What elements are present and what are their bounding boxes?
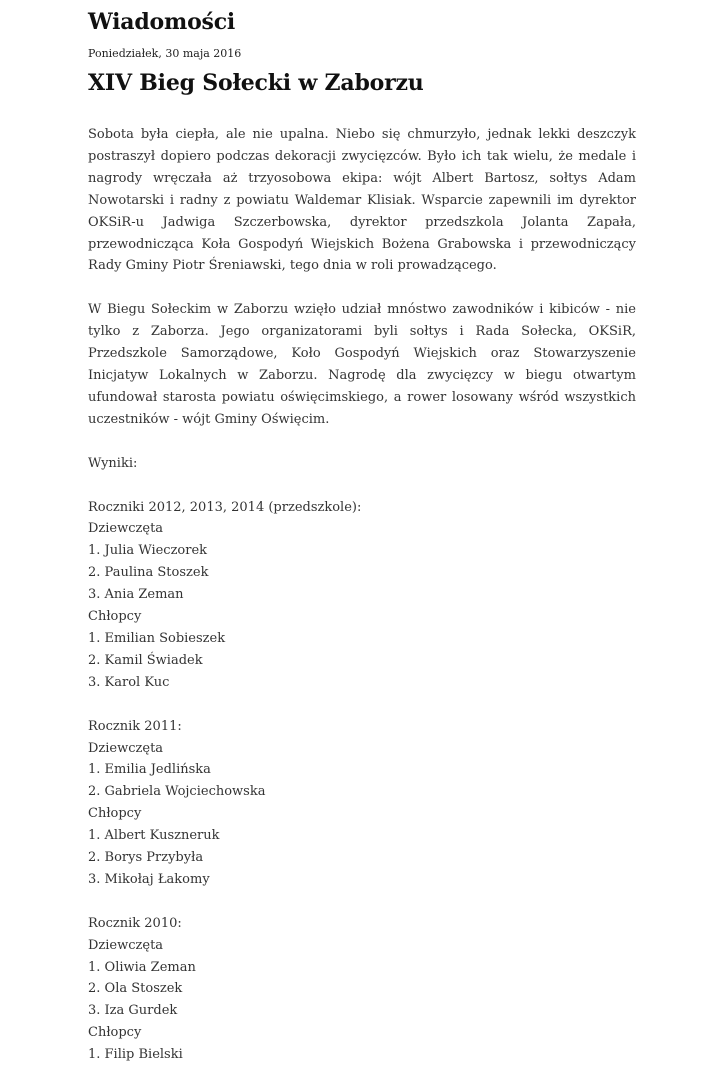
girls-label: Dziewczęta — [88, 521, 164, 537]
results-group — [88, 913, 636, 1066]
spacer — [88, 694, 636, 716]
list-item: 1. Emilian Sobieszek — [88, 631, 226, 647]
list-item: 1. Oliwia Zeman — [88, 959, 196, 975]
site-title[interactable]: Wiadomości — [88, 9, 236, 35]
post-content — [88, 124, 636, 1066]
paragraph-2: W Biegu Sołeckim w Zaborzu wzięło udział mnóstwo zawodników i kibiców - nie tylko z Zaborza. Jego organizatorami byli sołtys i Rada Sołecka, OKSiR, Przedszkole Samorządowe, Koło Gospodyń Wiejskich oraz Stowarzyszenie Inicjatyw Lokalnych w Zaborzu. Nagrodę dla zwycięzcy w biegu otwartym ufundował starosta powiatu oświęcimskiego, a rower losowany wśród wszystkich uczestników - wójt Gminy Oświęcim. — [88, 302, 636, 427]
list-item: 1. Albert Kuszneruk — [88, 828, 220, 844]
boys-label: Chłopcy — [88, 806, 142, 822]
list-item: 3. Karol Kuc — [88, 674, 170, 690]
boys-label: Chłopcy — [88, 1025, 142, 1041]
results-group — [88, 716, 636, 891]
spacer — [88, 891, 636, 913]
list-item: 1. Julia Wieczorek — [88, 543, 208, 559]
list-item: 2. Kamil Świadek — [88, 652, 203, 668]
post-date: Poniedziałek, 30 maja 2016 — [88, 47, 242, 60]
list-item: 2. Paulina Stoszek — [88, 565, 209, 581]
list-item: 2. Ola Stoszek — [88, 981, 183, 997]
group-heading: Rocznik 2010: — [88, 915, 182, 931]
list-item: 1. Filip Bielski — [88, 1047, 183, 1063]
results-group — [88, 497, 636, 694]
girls-label: Dziewczęta — [88, 740, 164, 756]
list-item: 2. Gabriela Wojciechowska — [88, 784, 266, 800]
list-item: 3. Mikołaj Łakomy — [88, 871, 210, 887]
list-item: 3. Ania Zeman — [88, 587, 184, 603]
list-item: 2. Borys Przybyła — [88, 850, 204, 866]
group-heading: Rocznik 2011: — [88, 718, 182, 734]
girls-label: Dziewczęta — [88, 937, 164, 953]
group-heading: Roczniki 2012, 2013, 2014 (przedszkole): — [88, 499, 362, 515]
paragraph-1: Sobota była ciepła, ale nie upalna. Niebo się chmurzyło, jednak lekki deszczyk postraszył dopiero podczas dekoracji zwycięzców. Było ich tak wielu, że medale i nagrody wręczała aż trzyosobowa ekipa: wójt Albert Bartosz, sołtys Adam Nowotarski i radny z powiatu Waldemar Klisiak. Wsparcie zapewnili im dyrektor OKSiR-u Jadwiga Szczerbowska, dyrektor przedszkola Jolanta Zapała, przewodnicząca Koła Gospodyń Wiejskich Bożena Grabowska i przewodniczący Rady Gminy Piotr Śreniawski, tego dnia w roli prowadzącego. — [88, 127, 636, 274]
list-item: 3. Iza Gurdek — [88, 1003, 178, 1019]
boys-label: Chłopcy — [88, 609, 142, 625]
post-title[interactable]: XIV Bieg Sołecki w Zaborzu — [88, 70, 424, 96]
list-item: 1. Emilia Jedlińska — [88, 762, 211, 778]
spacer — [88, 475, 636, 497]
results-heading: Wyniki: — [88, 455, 138, 471]
